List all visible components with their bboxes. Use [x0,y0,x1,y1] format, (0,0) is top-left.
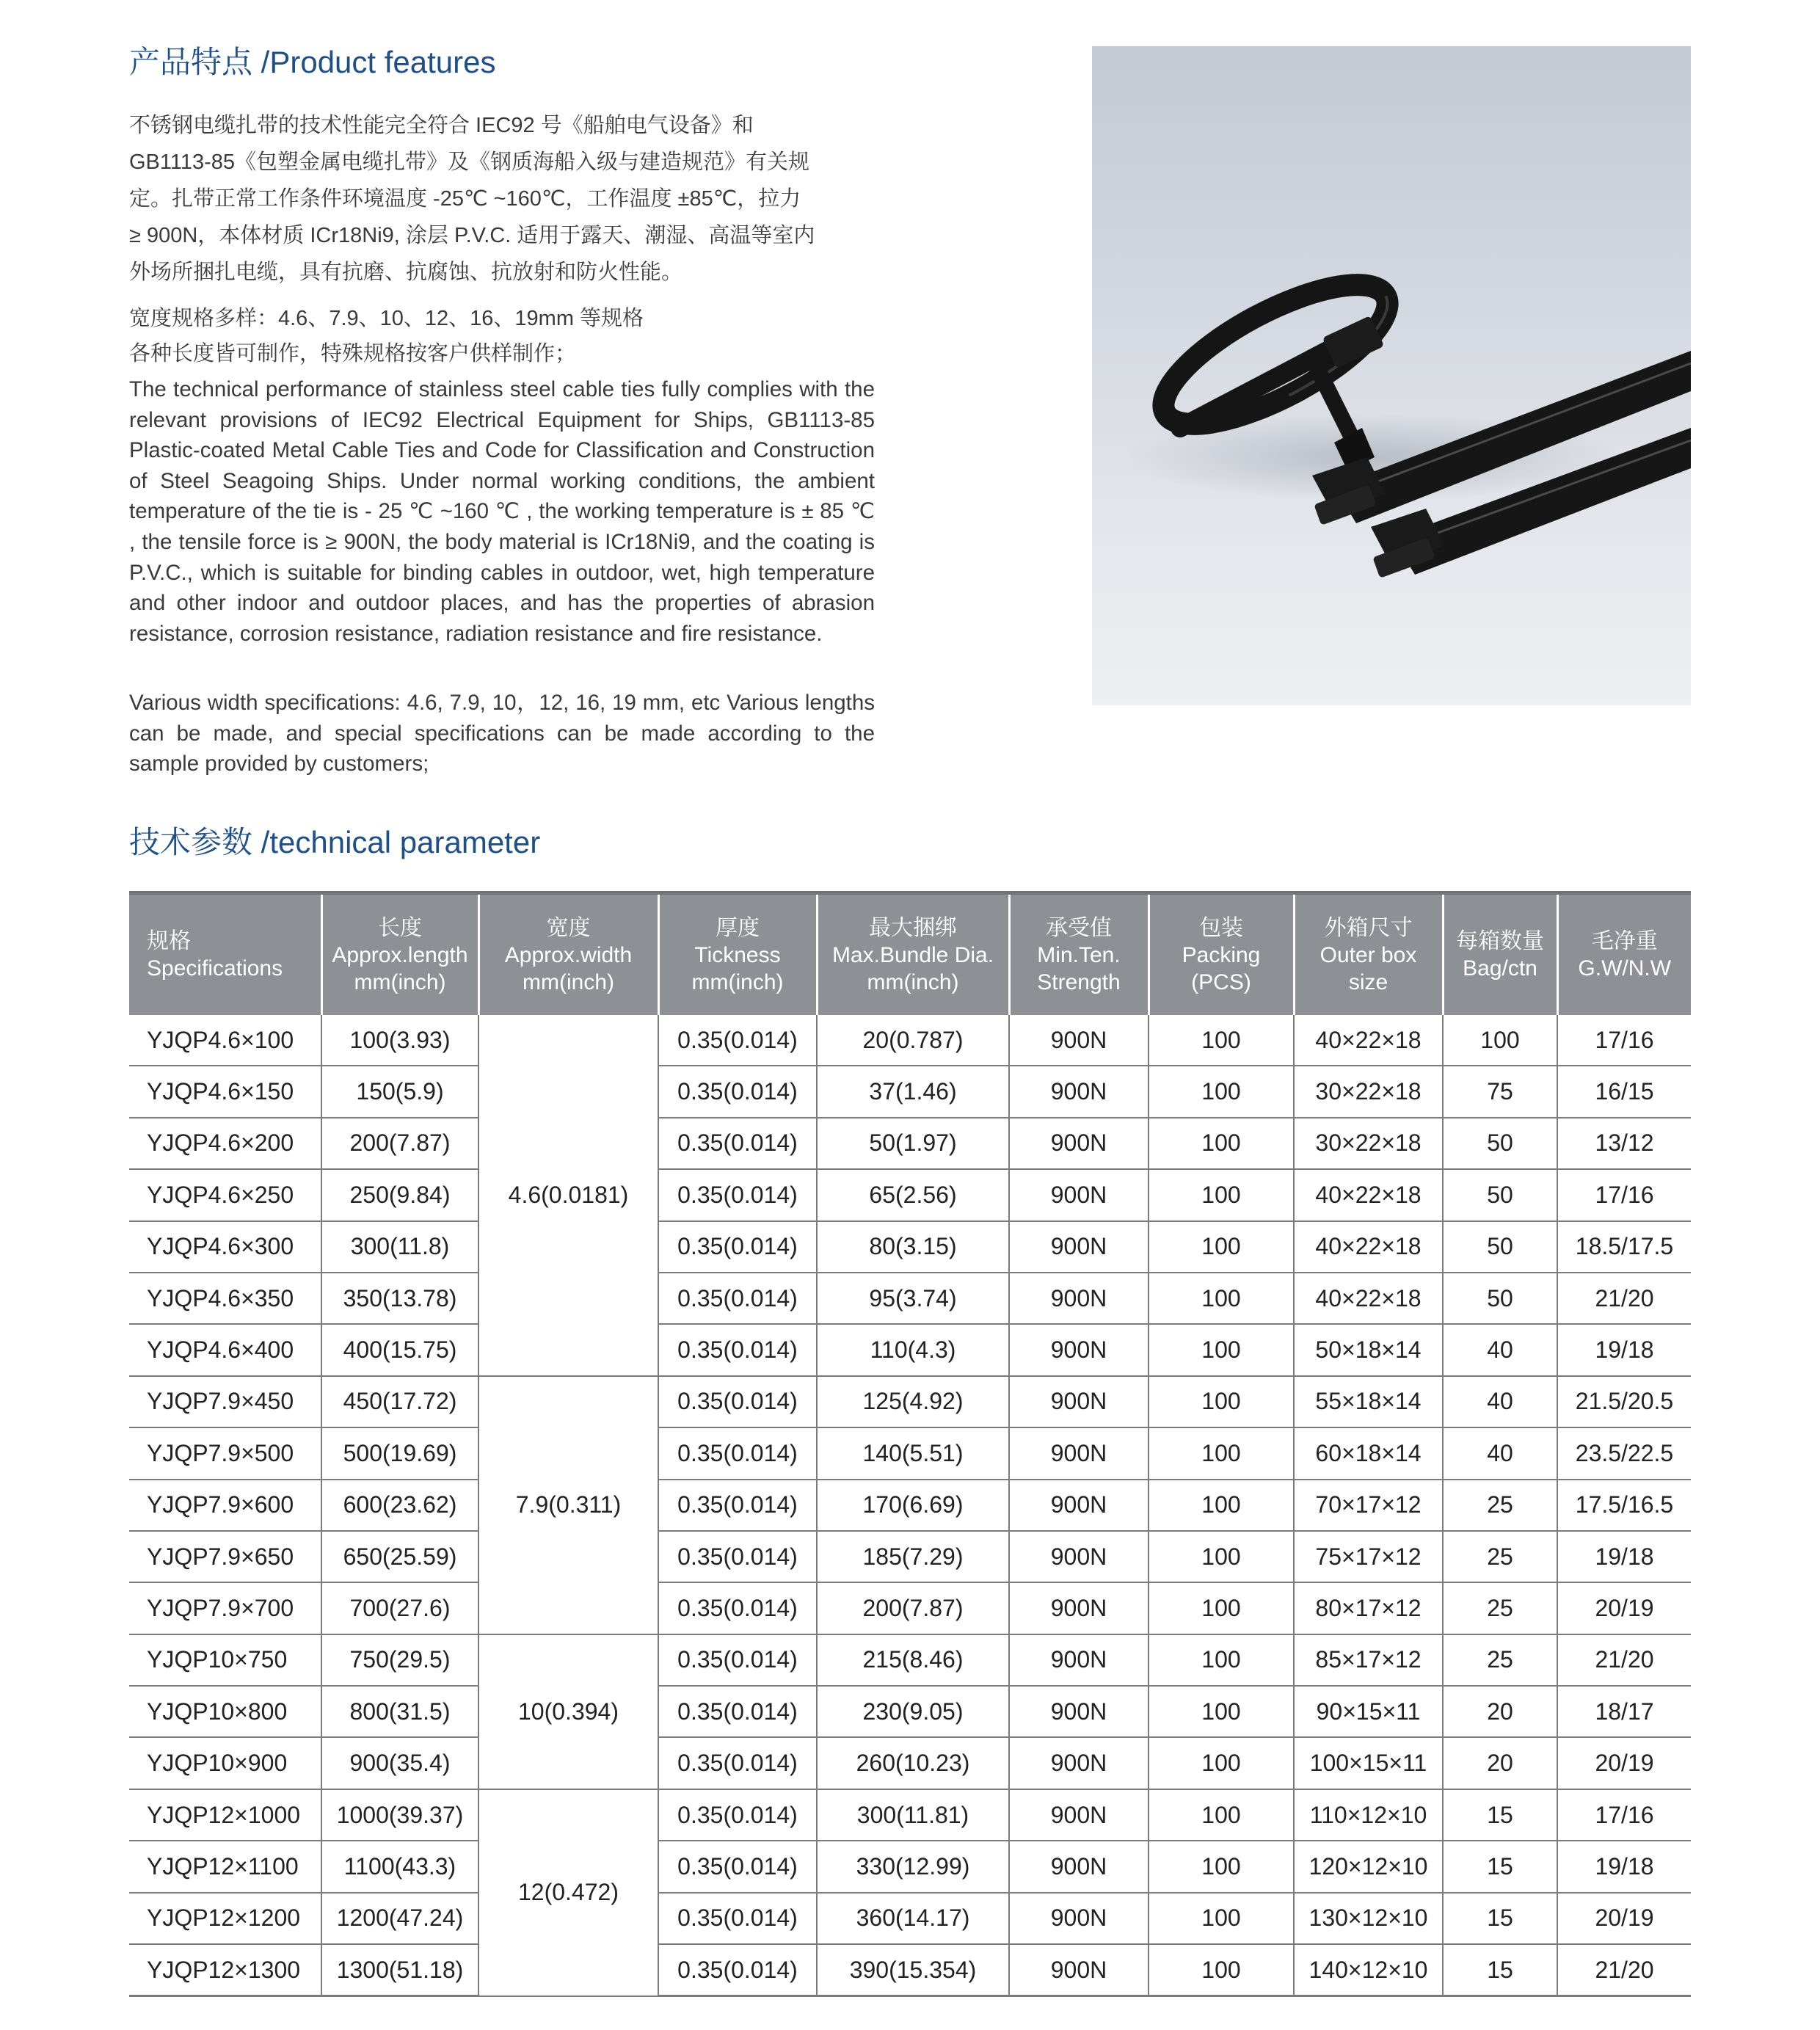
cell-bag-per-carton: 20 [1443,1686,1557,1737]
cell-width: 7.9(0.311) [478,1376,658,1634]
header-packing [1149,893,1294,1016]
table-row [129,1686,1691,1737]
cell-weight: 20/19 [1557,1893,1691,1944]
cell-thickness: 0.35(0.014) [658,1686,817,1737]
cell-thickness: 0.35(0.014) [658,1480,817,1531]
cell-max-bundle: 390(15.354) [817,1944,1009,1996]
cell-spec: YJQP12×1300 [129,1944,321,1996]
cell-packing: 100 [1149,1169,1294,1220]
table-row [129,1737,1691,1789]
cell-weight: 17/16 [1557,1169,1691,1220]
cell-max-bundle: 185(7.29) [817,1531,1009,1582]
table-row [129,1841,1691,1892]
table-row [129,1376,1691,1427]
cell-packing: 100 [1149,1427,1294,1479]
cell-outer-box: 40×22×18 [1294,1221,1443,1273]
cell-outer-box: 80×17×12 [1294,1582,1443,1634]
header-outer-box-unit: size [1348,969,1388,994]
technical-parameter-title: 技术参数 /technical parameter [129,825,541,859]
cell-max-bundle: 95(3.74) [817,1273,1009,1324]
cell-width: 12(0.472) [478,1789,658,1996]
cell-spec: YJQP12×1200 [129,1893,321,1944]
cell-max-bundle: 330(12.99) [817,1841,1009,1892]
header-length-cn: 长度 [378,915,422,940]
cell-max-bundle: 140(5.51) [817,1427,1009,1479]
cell-packing: 100 [1149,1066,1294,1117]
cell-max-bundle: 65(2.56) [817,1169,1009,1220]
cell-outer-box: 60×18×14 [1294,1427,1443,1479]
header-min-tensile-unit: Strength [1037,969,1121,994]
cell-thickness: 0.35(0.014) [658,1376,817,1427]
cell-max-bundle: 300(11.81) [817,1789,1009,1841]
header-width-en: Approx.width [504,942,633,967]
table-row [129,1480,1691,1531]
header-packing-unit: (PCS) [1191,969,1251,994]
header-length [321,893,478,1016]
cell-min-tensile: 900N [1009,1531,1149,1582]
cell-max-bundle: 230(9.05) [817,1686,1009,1737]
cell-min-tensile: 900N [1009,1480,1149,1531]
cn-description [129,107,875,291]
cell-max-bundle: 37(1.46) [817,1066,1009,1117]
cell-thickness: 0.35(0.014) [658,1324,817,1375]
cn-description-line: 外场所捆扎电缆，具有抗磨、抗腐蚀、抗放射和防火性能。 [129,261,683,284]
cell-min-tensile: 900N [1009,1686,1149,1737]
cell-length: 1200(47.24) [321,1893,478,1944]
cell-length: 100(3.93) [321,1015,478,1066]
cell-bag-per-carton: 100 [1443,1015,1557,1066]
header-outer-box-en: Outer box [1320,942,1417,967]
cell-length: 150(5.9) [321,1066,478,1117]
header-thickness-en: Tickness [694,942,781,967]
cell-spec: YJQP4.6×200 [129,1118,321,1169]
cell-weight: 20/19 [1557,1737,1691,1789]
cell-max-bundle: 110(4.3) [817,1324,1009,1375]
en-spec-note: Various width specifications: 4.6, 7.9, 10，12, 16, 19 mm, etc Various lengths can be made, and special specifications can be made according to the sample provided by customers; [129,691,875,776]
cell-length: 500(19.69) [321,1427,478,1479]
cell-bag-per-carton: 25 [1443,1480,1557,1531]
cell-length: 250(9.84) [321,1169,478,1220]
cell-length: 400(15.75) [321,1324,478,1375]
header-weight [1557,893,1691,1016]
cell-bag-per-carton: 40 [1443,1376,1557,1427]
cell-min-tensile: 900N [1009,1273,1149,1324]
cell-spec: YJQP7.9×600 [129,1480,321,1531]
cell-bag-per-carton: 50 [1443,1221,1557,1273]
cell-outer-box: 70×17×12 [1294,1480,1443,1531]
cell-max-bundle: 125(4.92) [817,1376,1009,1427]
table-header-row [129,893,1691,1016]
en-description: The technical performance of stainless steel cable ties fully complies with the relevant provisions of IEC92 Electrical Equipment for Ships, GB1113-85 Plastic-coated Metal Cable Ties and Code for Classification and Construction of Steel Seagoing Ships. Under normal working conditions, the ambient temperature of the tie is - 25 ℃ ~160 ℃ , the working temperature is ± 85 ℃ , the tensile force is ≥ 900N, the body material is ICr18Ni9, and the coating is P.V.C., which is suitable for binding cables in outdoor, wet, high temperature and other indoor and outdoor places, and has the properties of abrasion resistance, corrosion resistance, radiation resistance and fire resistance. [129,377,875,646]
cell-weight: 18.5/17.5 [1557,1221,1691,1273]
cell-bag-per-carton: 15 [1443,1789,1557,1841]
cell-length: 900(35.4) [321,1737,478,1789]
cell-packing: 100 [1149,1634,1294,1686]
cell-outer-box: 110×12×10 [1294,1789,1443,1841]
header-bag-per-carton [1443,893,1557,1016]
cell-weight: 23.5/22.5 [1557,1427,1691,1479]
table-row [129,1789,1691,1841]
cell-packing: 100 [1149,1324,1294,1375]
cell-outer-box: 40×22×18 [1294,1015,1443,1066]
header-width-cn: 宽度 [546,915,591,940]
cell-spec: YJQP4.6×350 [129,1273,321,1324]
cell-spec: YJQP7.9×500 [129,1427,321,1479]
cell-bag-per-carton: 40 [1443,1427,1557,1479]
cell-min-tensile: 900N [1009,1634,1149,1686]
cell-min-tensile: 900N [1009,1221,1149,1273]
cell-length: 650(25.59) [321,1531,478,1582]
header-min-tensile-cn: 承受值 [1046,915,1112,940]
cell-spec: YJQP10×750 [129,1634,321,1686]
table-body [129,1015,1691,1996]
product-photo [1092,46,1691,705]
header-max-bundle-unit: mm(inch) [867,969,959,994]
header-outer-box [1294,893,1443,1016]
table-row [129,1944,1691,1996]
cell-weight: 19/18 [1557,1531,1691,1582]
header-length-unit: mm(inch) [354,969,446,994]
cell-thickness: 0.35(0.014) [658,1582,817,1634]
header-packing-cn: 包装 [1199,915,1243,940]
header-max-bundle-en: Max.Bundle Dia. [831,942,994,967]
cell-bag-per-carton: 15 [1443,1944,1557,1996]
cell-bag-per-carton: 25 [1443,1582,1557,1634]
cell-max-bundle: 80(3.15) [817,1221,1009,1273]
header-packing-en: Packing [1182,942,1261,967]
header-width [478,893,658,1016]
cell-min-tensile: 900N [1009,1324,1149,1375]
cell-packing: 100 [1149,1893,1294,1944]
cell-max-bundle: 215(8.46) [817,1634,1009,1686]
header-bag-per-carton-cn: 每箱数量 [1456,929,1544,953]
cell-length: 200(7.87) [321,1118,478,1169]
technical-parameter-table [129,891,1691,1997]
cell-min-tensile: 900N [1009,1789,1149,1841]
cell-length: 600(23.62) [321,1480,478,1531]
table-row [129,1893,1691,1944]
cn-description-line: 不锈钢电缆扎带的技术性能完全符合 IEC92 号《船舶电气设备》和 [129,114,754,137]
cell-length: 1100(43.3) [321,1841,478,1892]
cell-max-bundle: 50(1.97) [817,1118,1009,1169]
cn-spec-line: 宽度规格多样：4.6、7.9、10、12、16、19mm 等规格 [129,307,644,330]
cell-weight: 17/16 [1557,1015,1691,1066]
cell-spec: YJQP7.9×650 [129,1531,321,1582]
header-max-bundle-cn: 最大捆绑 [869,915,957,940]
cell-packing: 100 [1149,1737,1294,1789]
cell-spec: YJQP12×1000 [129,1789,321,1841]
cell-packing: 100 [1149,1582,1294,1634]
cell-length: 700(27.6) [321,1582,478,1634]
cell-outer-box: 50×18×14 [1294,1324,1443,1375]
cell-max-bundle: 360(14.17) [817,1893,1009,1944]
cell-min-tensile: 900N [1009,1737,1149,1789]
cell-bag-per-carton: 25 [1443,1634,1557,1686]
cell-weight: 19/18 [1557,1841,1691,1892]
cell-max-bundle: 200(7.87) [817,1582,1009,1634]
cell-min-tensile: 900N [1009,1118,1149,1169]
cell-outer-box: 75×17×12 [1294,1531,1443,1582]
cell-weight: 20/19 [1557,1582,1691,1634]
cell-spec: YJQP4.6×150 [129,1066,321,1117]
cell-outer-box: 90×15×11 [1294,1686,1443,1737]
cell-thickness: 0.35(0.014) [658,1169,817,1220]
header-spec [129,893,321,1016]
cell-length: 300(11.8) [321,1221,478,1273]
cell-min-tensile: 900N [1009,1893,1149,1944]
cell-bag-per-carton: 15 [1443,1893,1557,1944]
cell-thickness: 0.35(0.014) [658,1066,817,1117]
table-row [129,1118,1691,1169]
cn-description-line: ≥ 900N，本体材质 ICr18Ni9, 涂层 P.V.C. 适用于露天、潮湿、高温等室内 [129,224,815,247]
cell-bag-per-carton: 50 [1443,1169,1557,1220]
cell-weight: 17/16 [1557,1789,1691,1841]
cell-weight: 19/18 [1557,1324,1691,1375]
header-thickness-cn: 厚度 [716,915,760,940]
cell-outer-box: 30×22×18 [1294,1118,1443,1169]
cell-packing: 100 [1149,1841,1294,1892]
cell-min-tensile: 900N [1009,1582,1149,1634]
cn-spec-line: 各种长度皆可制作，特殊规格按客户供样制作； [129,342,577,365]
cell-max-bundle: 170(6.69) [817,1480,1009,1531]
cell-outer-box: 120×12×10 [1294,1841,1443,1892]
cell-spec: YJQP10×900 [129,1737,321,1789]
cell-thickness: 0.35(0.014) [658,1789,817,1841]
cn-spec-note [129,301,875,371]
header-outer-box-cn: 外箱尺寸 [1324,915,1413,940]
product-features-title: 产品特点 /Product features [129,45,496,79]
table-row [129,1531,1691,1582]
cell-thickness: 0.35(0.014) [658,1634,817,1686]
cell-packing: 100 [1149,1376,1294,1427]
cell-length: 800(31.5) [321,1686,478,1737]
header-width-unit: mm(inch) [523,969,614,994]
header-max-bundle [817,893,1009,1016]
cell-width: 10(0.394) [478,1634,658,1789]
cell-weight: 21.5/20.5 [1557,1376,1691,1427]
cell-packing: 100 [1149,1944,1294,1996]
cell-bag-per-carton: 25 [1443,1531,1557,1582]
cell-min-tensile: 900N [1009,1841,1149,1892]
cell-outer-box: 30×22×18 [1294,1066,1443,1117]
cell-weight: 18/17 [1557,1686,1691,1737]
table-row [129,1634,1691,1686]
cell-thickness: 0.35(0.014) [658,1841,817,1892]
header-length-en: Approx.length [332,942,468,967]
cell-weight: 21/20 [1557,1634,1691,1686]
cell-thickness: 0.35(0.014) [658,1531,817,1582]
cell-thickness: 0.35(0.014) [658,1893,817,1944]
cn-description-line: GB1113-85《包塑金属电缆扎带》及《钢质海船入级与建造规范》有关规 [129,150,810,174]
cell-length: 450(17.72) [321,1376,478,1427]
table-row [129,1582,1691,1634]
cell-outer-box: 40×22×18 [1294,1169,1443,1220]
cell-packing: 100 [1149,1686,1294,1737]
cell-min-tensile: 900N [1009,1376,1149,1427]
cell-max-bundle: 260(10.23) [817,1737,1009,1789]
cell-outer-box: 130×12×10 [1294,1893,1443,1944]
header-bag-per-carton-en: Bag/ctn [1463,956,1537,981]
cell-spec: YJQP7.9×450 [129,1376,321,1427]
table-row [129,1066,1691,1117]
header-weight-cn: 毛净重 [1591,929,1658,953]
cell-bag-per-carton: 15 [1443,1841,1557,1892]
cell-spec: YJQP12×1100 [129,1841,321,1892]
cell-spec: YJQP4.6×300 [129,1221,321,1273]
header-min-tensile [1009,893,1149,1016]
cell-packing: 100 [1149,1015,1294,1066]
cell-length: 350(13.78) [321,1273,478,1324]
header-thickness [658,893,817,1016]
cell-outer-box: 55×18×14 [1294,1376,1443,1427]
cell-thickness: 0.35(0.014) [658,1221,817,1273]
header-spec-en: Specifications [147,956,283,981]
cell-outer-box: 140×12×10 [1294,1944,1443,1996]
cell-weight: 13/12 [1557,1118,1691,1169]
cell-thickness: 0.35(0.014) [658,1427,817,1479]
cell-spec: YJQP7.9×700 [129,1582,321,1634]
header-min-tensile-en: Min.Ten. [1037,942,1121,967]
cell-thickness: 0.35(0.014) [658,1944,817,1996]
cell-width: 4.6(0.0181) [478,1015,658,1376]
table-row [129,1169,1691,1220]
cell-weight: 16/15 [1557,1066,1691,1117]
cell-packing: 100 [1149,1789,1294,1841]
cell-thickness: 0.35(0.014) [658,1273,817,1324]
cell-packing: 100 [1149,1273,1294,1324]
header-spec-cn: 规格 [147,929,191,953]
table-row [129,1427,1691,1479]
cell-thickness: 0.35(0.014) [658,1118,817,1169]
cell-weight: 21/20 [1557,1273,1691,1324]
cell-bag-per-carton: 50 [1443,1273,1557,1324]
cell-spec: YJQP4.6×100 [129,1015,321,1066]
cell-bag-per-carton: 75 [1443,1066,1557,1117]
cell-bag-per-carton: 50 [1443,1118,1557,1169]
cell-thickness: 0.35(0.014) [658,1737,817,1789]
cell-thickness: 0.35(0.014) [658,1015,817,1066]
header-thickness-unit: mm(inch) [691,969,784,994]
cell-weight: 17.5/16.5 [1557,1480,1691,1531]
cell-length: 750(29.5) [321,1634,478,1686]
cell-spec: YJQP4.6×250 [129,1169,321,1220]
cell-length: 1300(51.18) [321,1944,478,1996]
table-row [129,1273,1691,1324]
cell-spec: YJQP4.6×400 [129,1324,321,1375]
cell-weight: 21/20 [1557,1944,1691,1996]
cell-min-tensile: 900N [1009,1427,1149,1479]
table-row [129,1015,1691,1066]
cell-packing: 100 [1149,1221,1294,1273]
cell-min-tensile: 900N [1009,1015,1149,1066]
header-weight-en: G.W/N.W [1578,956,1672,981]
cell-spec: YJQP10×800 [129,1686,321,1737]
cell-packing: 100 [1149,1118,1294,1169]
cell-min-tensile: 900N [1009,1066,1149,1117]
cell-bag-per-carton: 40 [1443,1324,1557,1375]
cn-description-line: 定。扎带正常工作条件环境温度 -25℃ ~160℃，工作温度 ±85℃，拉力 [129,187,801,211]
cell-min-tensile: 900N [1009,1169,1149,1220]
cell-outer-box: 40×22×18 [1294,1273,1443,1324]
cell-packing: 100 [1149,1480,1294,1531]
cell-max-bundle: 20(0.787) [817,1015,1009,1066]
table-row [129,1221,1691,1273]
cell-outer-box: 85×17×12 [1294,1634,1443,1686]
cell-length: 1000(39.37) [321,1789,478,1841]
cell-min-tensile: 900N [1009,1944,1149,1996]
cell-bag-per-carton: 20 [1443,1737,1557,1789]
cell-packing: 100 [1149,1531,1294,1582]
table-row [129,1324,1691,1375]
cell-outer-box: 100×15×11 [1294,1737,1443,1789]
